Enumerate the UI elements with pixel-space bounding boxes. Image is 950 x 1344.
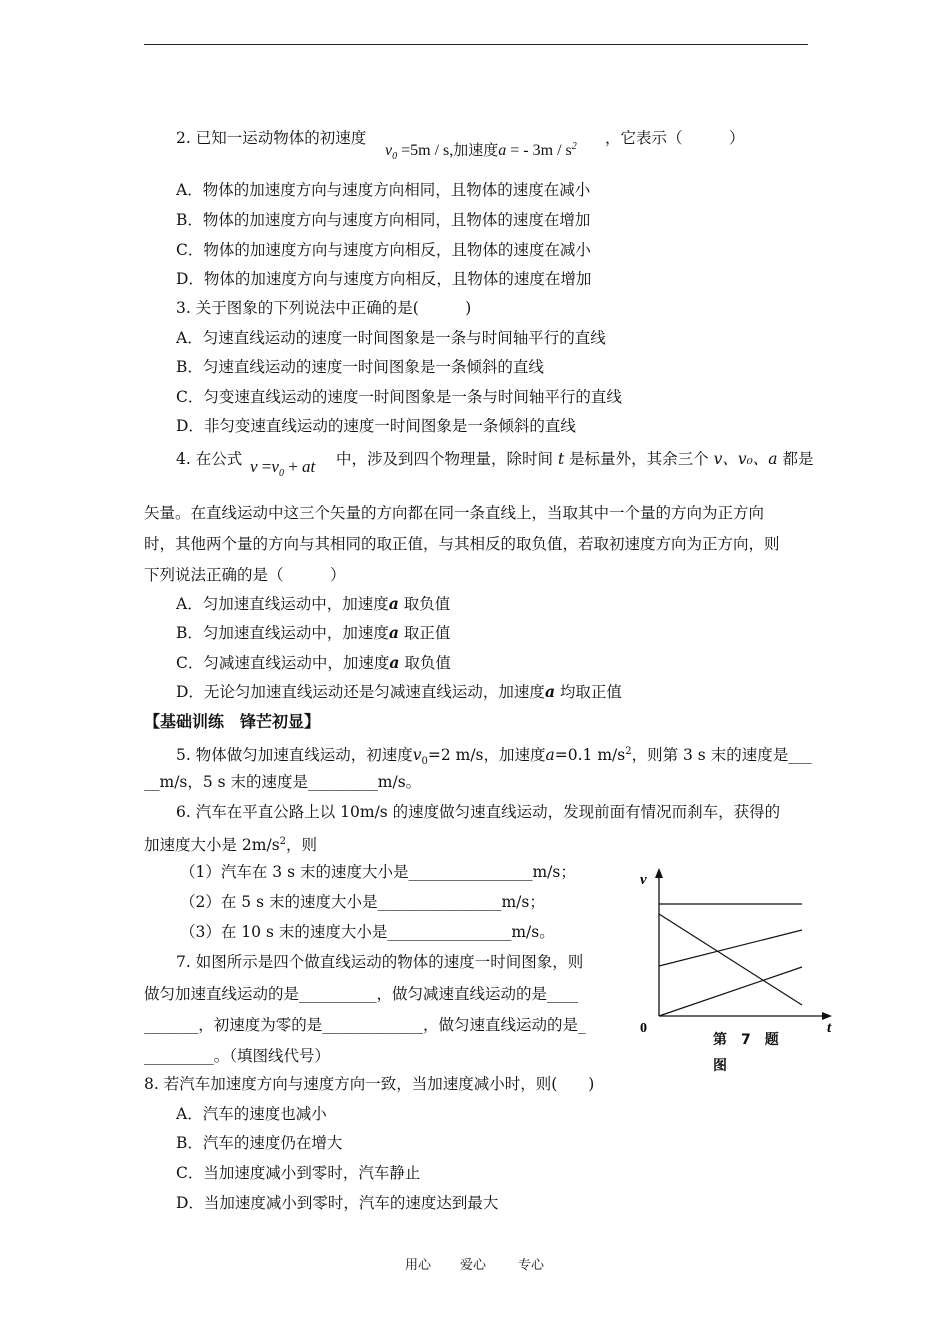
- q8-option-d: D．当加速度减小到零时，汽车的速度达到最大: [176, 1194, 499, 1212]
- figure-caption-line2: 图: [713, 1058, 727, 1074]
- q3-option-b: B．匀速直线运动的速度一时间图象是一条倾斜的直线: [176, 358, 544, 376]
- q5-line2: __m/s，5 s 末的速度是_________m/s。: [144, 773, 422, 791]
- q4-line2: 矢量。在直线运动中这三个矢量的方向都在同一条直线上，当取其中一个量的方向为正方向: [144, 504, 765, 522]
- q2-suffix: ，它表示（ ）: [605, 129, 745, 147]
- q8-option-a: A．汽车的速度也减小: [176, 1105, 327, 1123]
- q4-line3: 时，其他两个量的方向与其相同的取正值，与其相反的取负值，若取初速度方向为正方向，则: [144, 535, 780, 553]
- q6-item-1: （1）汽车在 3 s 末的速度大小是________________m/s；: [180, 863, 576, 881]
- q4-line4: 下列说法正确的是（ ）: [144, 566, 346, 584]
- q7-line2: 做匀加速直线运动的是__________，做匀减速直线运动的是____: [144, 985, 579, 1003]
- q4-option-b: B．匀加速直线运动中，加速度a 取正值: [176, 623, 451, 642]
- q3-option-d: D．非匀变速直线运动的速度一时间图象是一条倾斜的直线: [176, 417, 576, 435]
- footer-text-2: 爱心: [460, 1258, 487, 1273]
- origin-label: 0: [640, 1021, 647, 1032]
- footer-text-1: 用心: [405, 1258, 432, 1273]
- y-axis-label: v: [640, 872, 647, 888]
- q8-option-c: C．当加速度减小到零时，汽车静止: [176, 1164, 421, 1182]
- q4-option-c: C．匀减速直线运动中，加速度a 取负值: [176, 653, 451, 672]
- x-axis-arrow: [822, 1012, 832, 1020]
- graph-line-increasing-offset: [659, 930, 802, 966]
- q8-stem: 8. 若汽车加速度方向与速度方向一致，当加速度减小时，则( ): [144, 1075, 595, 1093]
- q6-line1: 6. 汽车在平直公路上以 10m/s 的速度做匀速直线运动，发现前面有情况而刹车，获得的: [176, 803, 781, 821]
- q4-option-d: D．无论匀加速直线运动还是匀减速直线运动，加速度a 均取正值: [176, 682, 622, 701]
- q2-option-b: B．物体的加速度方向与速度方向相同，且物体的速度在增加: [176, 211, 591, 229]
- q5-line1: 5. 物体做匀加速直线运动，初速度$v_0=2$ m/s，加速度a=0.1 $m/s^2$，则第 3 s 末的速度是___: [176, 746, 812, 767]
- q7-line4: _________。（填图线代号）: [144, 1047, 331, 1065]
- footer-text-3: 专心: [518, 1258, 545, 1273]
- q4-stem-cont: 中，涉及到四个物理量，除时间 t 是标量外，其余三个 v、v₀、a 都是: [336, 450, 814, 468]
- q2-option-d: D．物体的加速度方向与速度方向相反，且物体的速度在增加: [176, 270, 592, 288]
- figure-caption-line1: 第 7 题: [713, 1032, 779, 1048]
- q3-stem: 3. 关于图象的下列说法中正确的是( ): [176, 299, 472, 317]
- q4-option-a: A．匀加速直线运动中，加速度a 取负值: [176, 594, 451, 613]
- q3-option-c: C．匀变速直线运动的速度一时间图象是一条与时间轴平行的直线: [176, 388, 622, 406]
- header-rule: [144, 44, 808, 45]
- q2-option-c: C．物体的加速度方向与速度方向相反，且物体的速度在减小: [176, 241, 591, 259]
- q7-line3: _______，初速度为零的是_____________，做匀速直线运动的是_: [144, 1016, 586, 1034]
- section-title: 【基础训练 锋芒初显】: [144, 712, 321, 731]
- q6-item-3: （3）在 10 s 末的速度大小是________________m/s。: [180, 923, 555, 941]
- y-axis-arrow: [655, 868, 663, 878]
- q2-option-a: A．物体的加速度方向与速度方向相同，且物体的速度在减小: [176, 181, 591, 199]
- q4-stem: 4. 在公式: [176, 450, 243, 468]
- vt-graph: [630, 862, 845, 1032]
- q3-option-a: A．匀速直线运动的速度一时间图象是一条与时间轴平行的直线: [176, 329, 606, 347]
- x-axis-label: t: [827, 1020, 832, 1032]
- q2-stem: 2. 已知一运动物体的初速度: [176, 129, 367, 147]
- q6-line2: 加速度大小是 $2m/s^2$，则: [144, 836, 318, 854]
- q7-line1: 7. 如图所示是四个做直线运动的物体的速度一时间图象，则: [176, 953, 584, 971]
- q2-formula: $v_0 =5m / s$,加速度a = - $3m / s^2$: [385, 141, 577, 162]
- q6-item-2: （2）在 5 s 末的速度大小是________________m/s；: [180, 893, 545, 911]
- q4-formula: $v =v_0$ + at: [250, 457, 316, 479]
- q8-option-b: B．汽车的速度仍在增大: [176, 1134, 343, 1152]
